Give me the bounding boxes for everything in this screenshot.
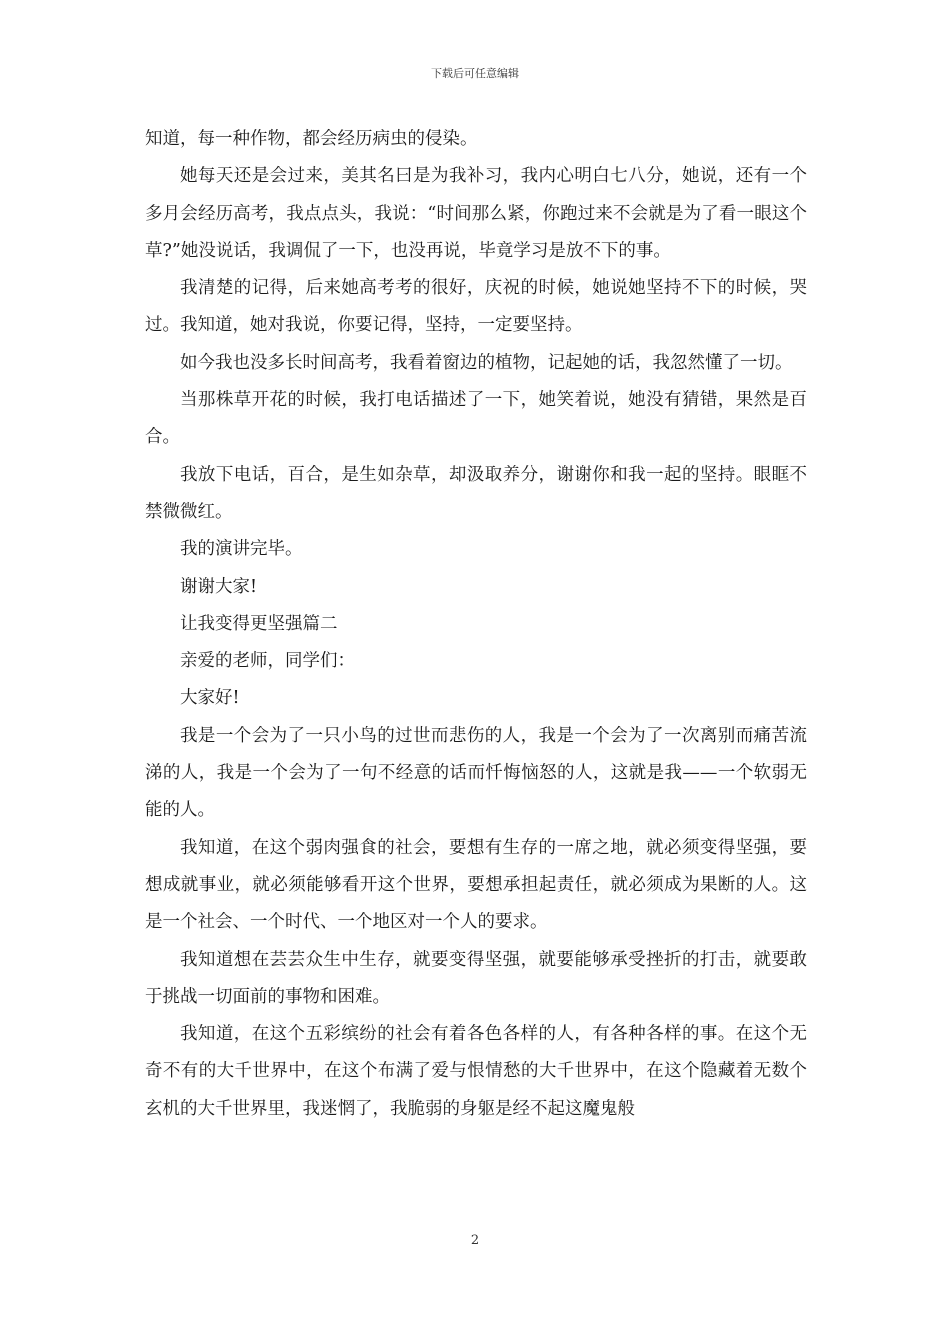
paragraph: 我放下电话，百合，是生如杂草，却汲取养分，谢谢你和我一起的坚持。眼眶不禁微微红。: [145, 464, 807, 522]
paragraph: 如今我也没多长时间高考，我看着窗边的植物，记起她的话，我忽然懂了一切。: [180, 352, 793, 373]
paragraph-closing: 我的演讲完毕。: [180, 539, 303, 560]
page-header: 下载后可任意编辑: [431, 67, 519, 80]
paragraph: 我清楚的记得，后来她高考考的很好，庆祝的时候，她说她坚持不下的时候，哭过。我知道，她对我说，你要记得，坚持，一定要坚持。: [145, 278, 807, 336]
section-title: 让我变得更坚强篇二: [180, 613, 338, 634]
paragraph: 我是一个会为了一只小鸟的过世而悲伤的人，我是一个会为了一次离别而痛苦流涕的人，我是一个会为了一句不经意的话而忏悔恼怒的人，这就是我——一个软弱无能的人。: [145, 725, 807, 821]
document-body: [145, 121, 807, 1128]
paragraph: 她每天还是会过来，美其名曰是为我补习，我内心明白七八分，她说，还有一个多月会经历高考，我点点头，我说：“时间那么紧，你跑过来不会就是为了看一眼这个草?”她没说话，我调侃了一下，也没再说，毕竟学习是放不下的事。: [145, 166, 807, 261]
page-number: 2: [470, 1233, 480, 1248]
paragraph-thanks: 谢谢大家!: [180, 576, 258, 597]
paragraph: 我知道想在芸芸众生中生存，就要变得坚强，就要能够承受挫折的打击，就要敢于挑战一切面前的事物和困难。: [145, 949, 807, 1007]
paragraph-continuation: 知道，每一种作物，都会经历病虫的侵染。: [145, 129, 478, 149]
paragraph: 我知道，在这个弱肉强食的社会，要想有生存的一席之地，就必须变得坚强，要想成就事业，就必须能够看开这个世界，要想承担起责任，就必须成为果断的人。这是一个社会、一个时代、一个地区对一个人的要求。: [145, 837, 807, 933]
paragraph: 我知道，在这个五彩缤纷的社会有着各色各样的人，有各种各样的事。在这个无奇不有的大千世界中，在这个布满了爱与恨情愁的大千世界中，在这个隐藏着无数个玄机的大千世界里，我迷惘了，我脆弱的身躯是经不起这魔鬼般: [145, 1024, 807, 1119]
paragraph: 当那株草开花的时候，我打电话描述了一下，她笑着说，她没有猜错，果然是百合。: [145, 390, 807, 448]
greeting: 大家好!: [180, 688, 240, 709]
salutation: 亲爱的老师，同学们：: [180, 651, 355, 672]
